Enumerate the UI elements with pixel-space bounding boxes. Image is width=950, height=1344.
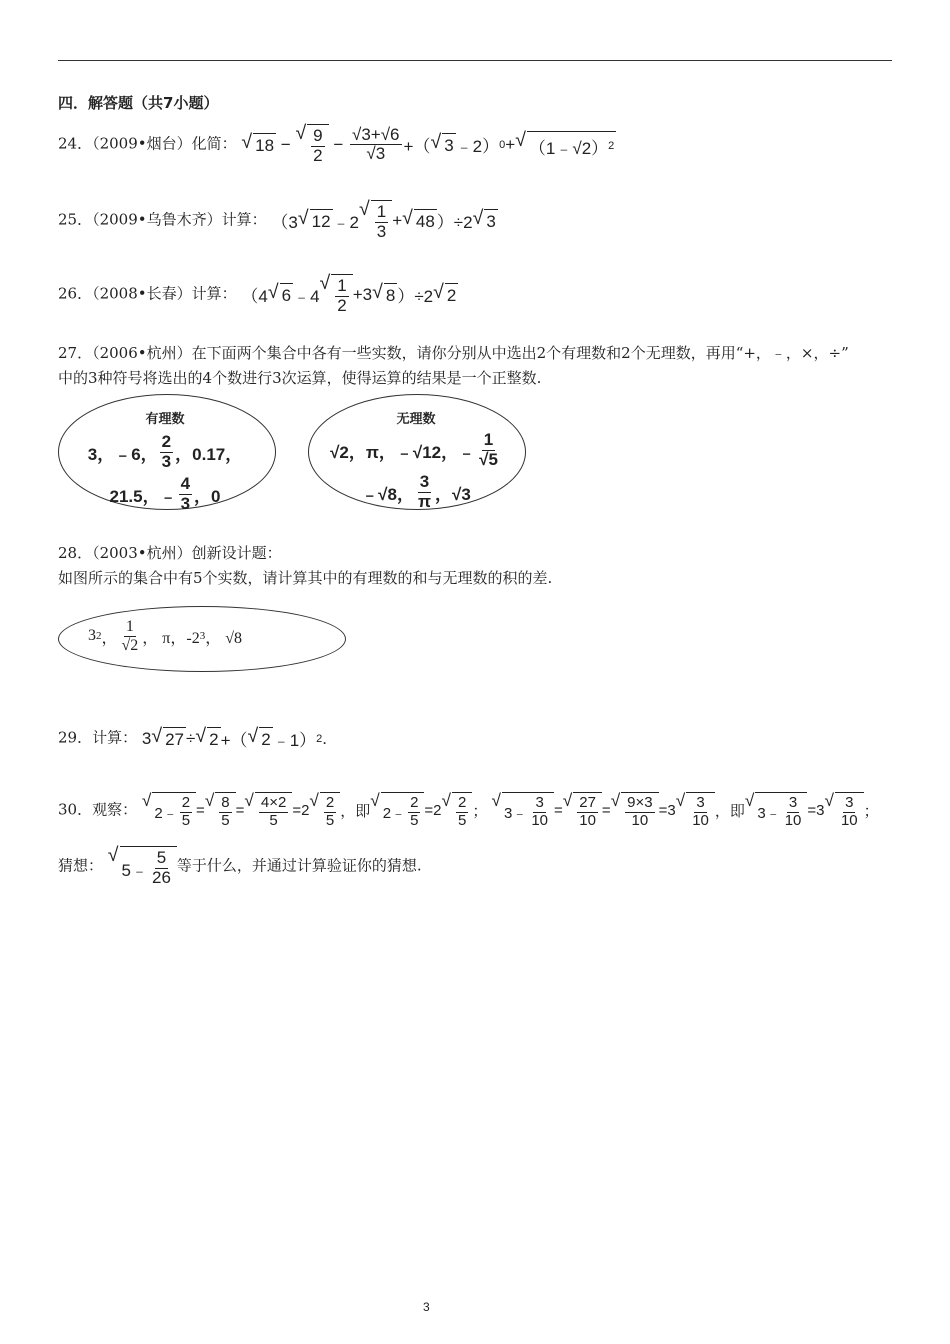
- q30-guess: 猜想：: [58, 856, 104, 875]
- q29-source: 计算：: [92, 728, 138, 747]
- question-25: [58, 200, 498, 241]
- q27-line1: 27．（2006•杭州）在下面两个集合中各有一些实数，请你分别从中选出2个有理数和2个无理数，再用“+，﹣，×，÷”: [58, 344, 849, 362]
- q30-guess-tail: 等于什么，并通过计算验证你的猜想.: [176, 856, 422, 875]
- rational-set-title: 有理数: [145, 411, 185, 426]
- q30-guess-formula: √ 5﹣ $\frac{5}{26}$: [108, 846, 177, 887]
- irrational-set-title: 无理数: [396, 411, 436, 426]
- q30-observe: 观察：: [92, 800, 138, 819]
- header-rule: [58, 60, 892, 61]
- q26-source: （2008•长春）计算：: [92, 284, 237, 303]
- q30-number: 30．: [58, 800, 93, 819]
- page-number: 3: [423, 1300, 430, 1314]
- q29-number: 29．: [58, 728, 93, 747]
- question-24: [58, 124, 616, 165]
- q29-formula: 3 √ 27 ÷ √ 2 +（ √ 2 ﹣1） 2 .: [141, 725, 328, 750]
- q24-formula: √ 18 − √ $\frac{9}{2}$ − $\frac{√3+√6}{√3}$ +（ √ 3 ﹣2） 0 + √ （1﹣√2） 2: [241, 122, 615, 165]
- question-29: [58, 726, 327, 751]
- q27-line2: 中的3种符号将选出的4个数进行3次运算，使得运算的结果是一个正整数.: [58, 369, 542, 387]
- q25-formula: （3 √ 12 ﹣2 √ $\frac{1}{3}$ + √ 48 ）÷2 √ 3: [271, 198, 496, 241]
- irrational-set: 无理数 √2，π，﹣√12，﹣ $\frac{1}{√5}$ ﹣√8， $\frac{3}{\pi}$ ，√3: [328, 408, 504, 512]
- section-title: 四．解答题（共7小题）: [58, 94, 219, 112]
- q26-number: 26．: [58, 284, 93, 303]
- q25-source: （2009•乌鲁木齐）计算：: [92, 210, 267, 229]
- q28-line1: 28．（2003•杭州）创新设计题：: [58, 544, 282, 562]
- q26-formula: （4 √ 6 ﹣4 √ $\frac{1}{2}$ +3 √ 8 ）÷2 √ 2: [241, 272, 457, 315]
- q25-number: 25．: [58, 210, 93, 229]
- rational-set: 有理数 3，﹣6， $\frac{2}{3}$ ，0.17， 21.5，﹣ $\frac{4}{3}$ ，0: [80, 408, 250, 514]
- question-26: [58, 274, 458, 315]
- q24-source: （2009•烟台）化简：: [92, 134, 237, 153]
- q24-number: 24．: [58, 134, 93, 153]
- q28-line2: 如图所示的集合中有5个实数，请计算其中的有理数的和与无理数的积的差.: [58, 569, 553, 587]
- q30-formula: √ 2﹣ $\frac{2}{5}$ = √ $\frac{8}{5}$ = √ $\frac{4\times 2}{5}$ =2 √ $\frac{2}{5}$ ，即 √ 2﹣ $\frac{2}{5}$ =2 √ $\frac{2}{5}$ ； √ 3﹣ $\frac{3}{10}$ = √ $\frac{27}{10}$ = √ $\frac{9\times 3}{10}$ =3 √ $\frac{3}{10}$ ，即 √ 3﹣ $\frac{3}{10}$ =3 √ $\frac{3}{10}$ ；: [141, 790, 879, 829]
- q30-guess-line: [58, 846, 422, 887]
- question-30: [58, 792, 879, 829]
- q28-set-values: 3 2 ， $\frac{1}{√2}$ ， π，-2 3 ， √8: [88, 618, 243, 654]
